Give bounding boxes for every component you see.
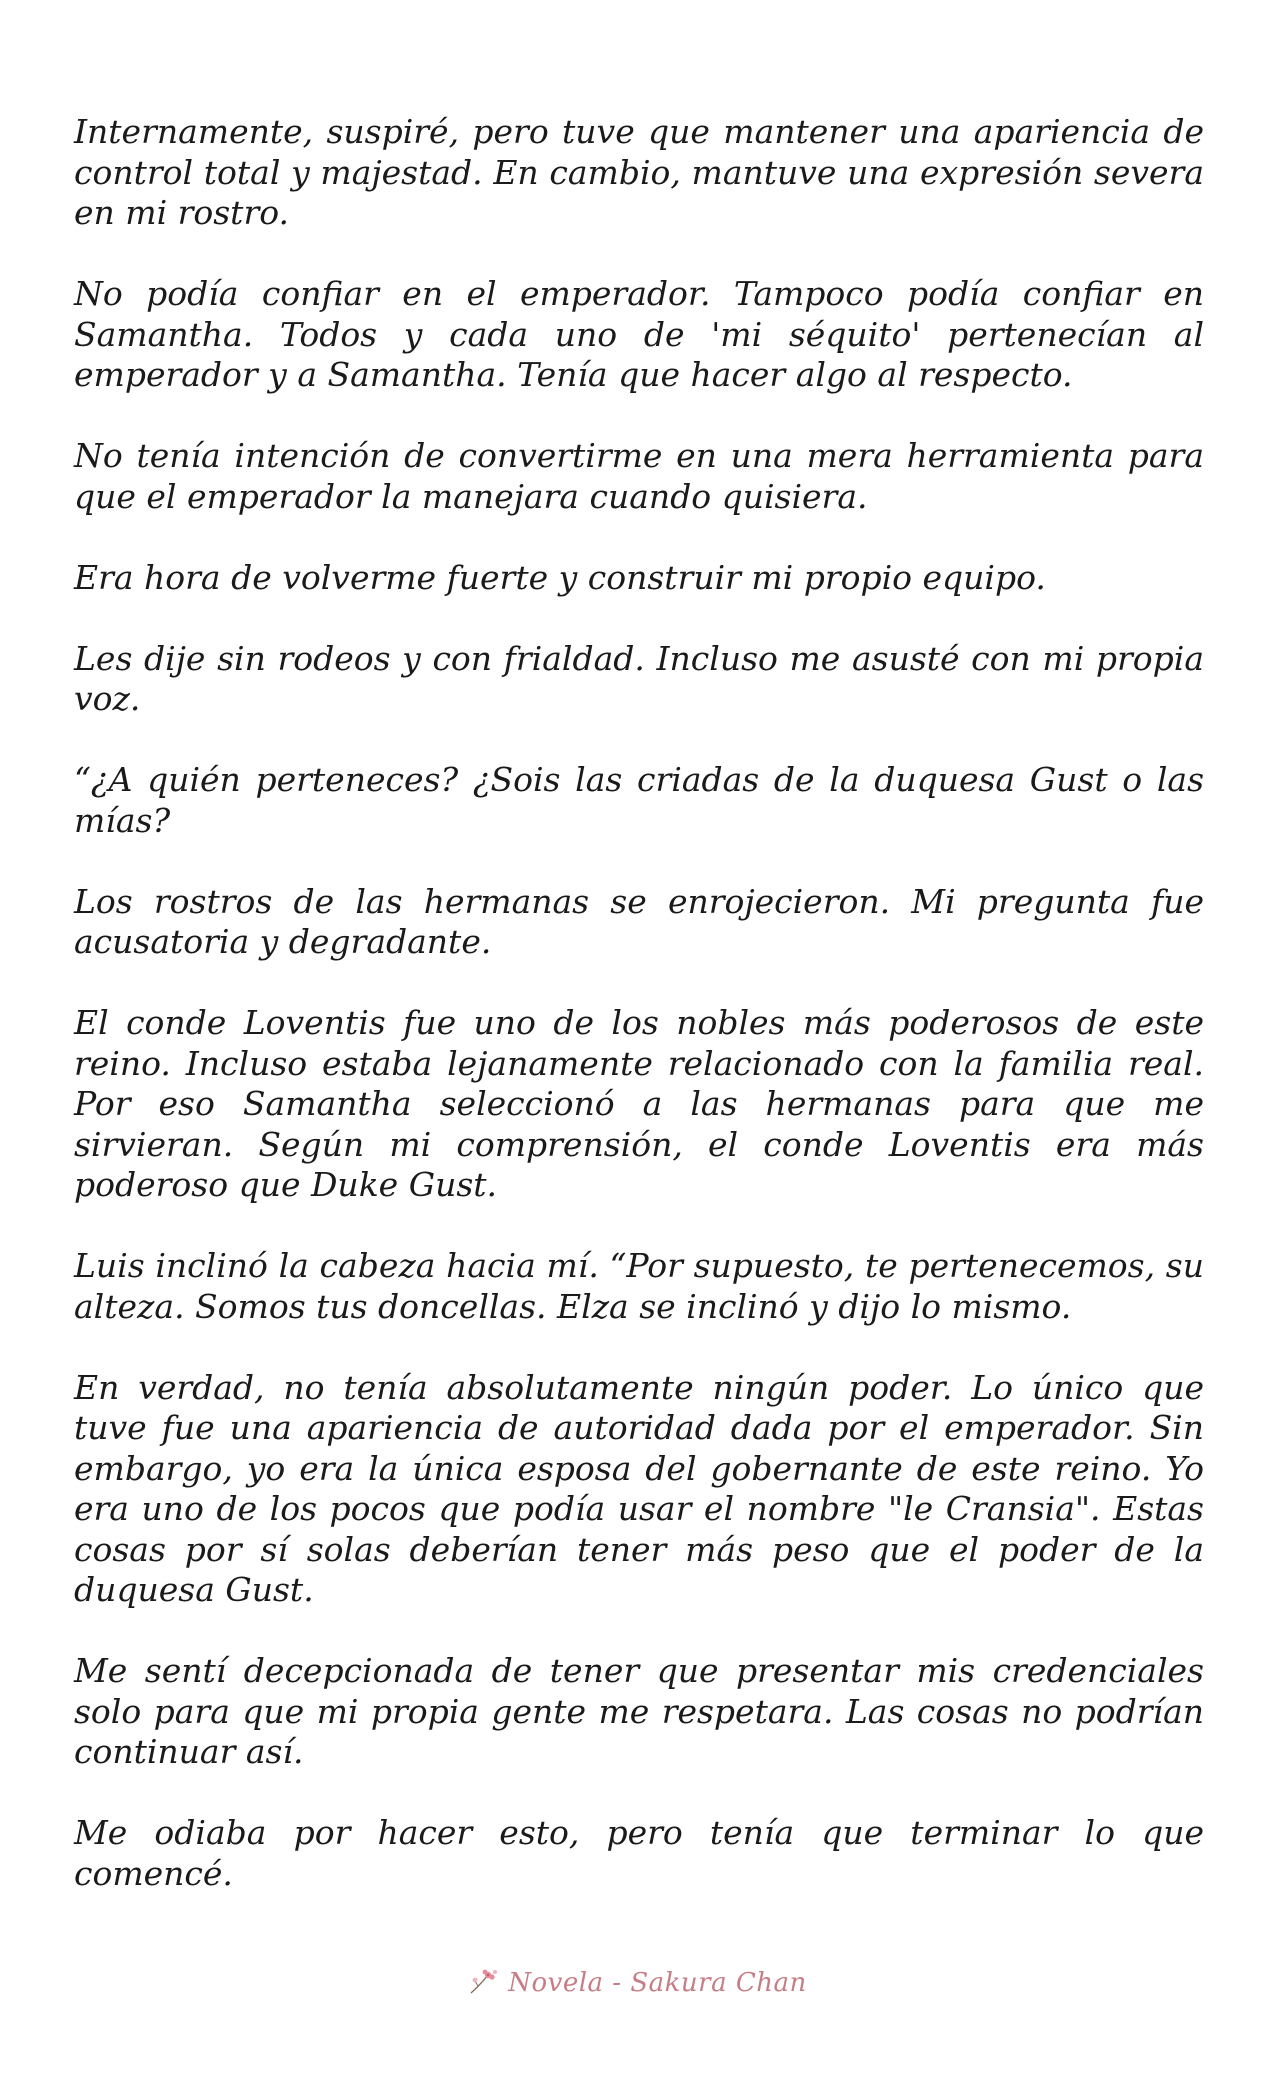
- paragraph-11: Me sentí decepcionada de tener que presentar mis credenciales solo para que mi propia gente me respetara. Las cosas no podrían continuar así.: [74, 1651, 1204, 1771]
- footer-label: Novela - Sakura Chan: [508, 1968, 807, 1998]
- paragraph-12: Me odiaba por hacer esto, pero tenía que terminar lo que comencé.: [74, 1813, 1204, 1893]
- paragraph-2: No podía confiar en el emperador. Tampoco podía confiar en Samantha. Todos y cada uno de 'mi séquito' pertenecían al emperador y a Samantha. Tenía que hacer algo al respecto.: [74, 274, 1204, 394]
- paragraph-4: Era hora de volverme fuerte y construir mi propio equipo.: [74, 557, 1046, 597]
- paragraph-7: Los rostros de las hermanas se enrojecieron. Mi pregunta fue acusatoria y degradante.: [74, 881, 1204, 961]
- paragraph-5: Les dije sin rodeos y con frialdad. Incluso me asusté con mi propia voz.: [74, 638, 1204, 718]
- paragraph-9: Luis inclinó la cabeza hacia mí. “Por supuesto, te pertenecemos, su alteza. Somos tus doncellas. Elza se inclinó y dijo lo mismo.: [74, 1246, 1204, 1326]
- document-body: [74, 112, 1204, 1935]
- paragraph-8: El conde Loventis fue uno de los nobles más poderosos de este reino. Incluso estaba lejanamente relacionado con la familia real. Por eso Samantha seleccionó a las hermanas para que me sirvieran. Según mi comprensión, el conde Loventis era más poderoso que Duke Gust.: [74, 1003, 1204, 1204]
- sakura-blossom-icon: [468, 1967, 500, 1999]
- paragraph-6: “¿A quién perteneces? ¿Sois las criadas de la duquesa Gust o las mías?: [74, 760, 1204, 840]
- footer-watermark: [0, 1958, 1275, 2008]
- paragraph-10: En verdad, no tenía absolutamente ningún poder. Lo único que tuve fue una apariencia de autoridad dada por el emperador. Sin embargo, yo era la única esposa del gobernante de este reino. Yo era uno de los pocos que podía usar el nombre "le Cransia". Estas cosas por sí solas deberían tener más peso que el poder de la duquesa Gust.: [74, 1367, 1204, 1609]
- paragraph-3: No tenía intención de convertirme en una mera herramienta para que el emperador la manejara cuando quisiera.: [74, 436, 1204, 516]
- paragraph-1: Internamente, suspiré, pero tuve que mantener una apariencia de control total y majestad. En cambio, mantuve una expresión severa en mi rostro.: [74, 112, 1204, 232]
